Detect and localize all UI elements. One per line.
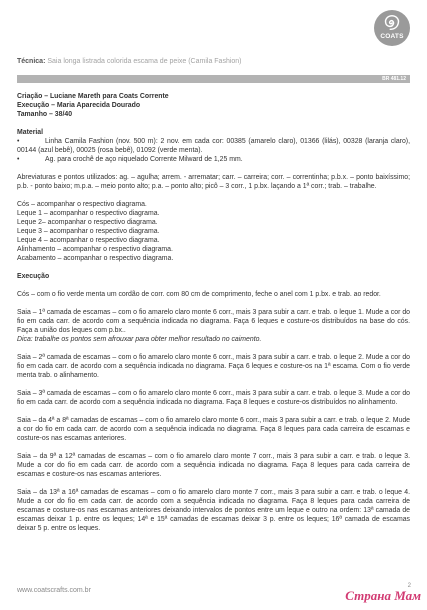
code-bar — [17, 75, 410, 83]
part-item: Leque 4 – acompanhar o respectivo diagrama. — [17, 237, 160, 244]
part-item: Alinhamento – acompanhar o respectivo diagrama. — [17, 246, 173, 253]
technique-value: Saia longa listrada colorida escama de peixe (Camila Fashion) — [47, 58, 242, 65]
credit-creation: Criação – Luciane Mareth para Coats Corrente — [17, 93, 169, 100]
technique-label: Técnica: — [17, 58, 46, 65]
part-item: Leque 1 – acompanhar o respectivo diagrama. — [17, 210, 160, 217]
credit-size: Tamanho – 38/40 — [17, 111, 73, 118]
thread-swirl-icon — [383, 14, 401, 32]
execution-waistband: Cós – com o fio verde menta um cordão de corr. com 80 cm de comprimento, feche o anel com 1 p.bx. e trab. ao redor. — [17, 291, 381, 298]
material-title: Material — [17, 129, 44, 136]
execution-layers-4-8: Saia – da 4ª a 8ª camadas de escamas – com o fio amarelo claro monte 6 corr., mais 3 para subir a carr. e trab. o leque 2. Mude a cor do fio em cada carr. de acordo com a sequência indicada no diagrama. Faça 8 leques para cada carreira de escamas e costure-os nas escamas anteriores. — [17, 417, 410, 442]
pattern-content — [17, 92, 410, 533]
coats-logo — [374, 10, 410, 46]
execution-layers-9-12: Saia – da 9ª a 12ª camadas de escamas – com o fio amarelo claro monte 7 corr., mais 3 para subir a carr. e trab. o leque 3. Mude a cor do fio em cada carr. de acordo com a sequência indicada no diagrama. Faça 8 leques para cada carreira de escamas e costure-os nas escamas anteriores. — [17, 453, 410, 478]
execution-tip: Dica: trabalhe os pontos sem afrouxar para obter melhor resultado no caimento. — [17, 336, 262, 343]
website-link[interactable]: www.coatscrafts.com.br — [17, 587, 91, 594]
pattern-code: BR 481.12 — [382, 76, 406, 82]
part-item: Cós – acompanhar o respectivo diagrama. — [17, 201, 147, 208]
bullet: • — [17, 138, 20, 145]
material-item: • Linha Camila Fashion (nov. 500 m): 2 nov. em cada cor: 00385 (amarelo claro), 01366 (lilás), 00328 (laranja claro), 00144 (azul bebê), 00025 (rosa bebê), 01092 (verde menta). — [17, 138, 410, 154]
page-number: 2 — [407, 583, 411, 589]
execution-layer-1: Saia – 1ª camada de escamas – com o fio amarelo claro monte 6 corr., mais 3 para subir a carr. e trab. o leque 1. Mude a cor do fio em cada carr. de acordo com a sequência indicada no diagrama. Faça 6 leques e costure-os distribuídos na base do cós. Faça a união dos leques com p.bx.. — [17, 309, 410, 334]
execution-title: Execução — [17, 273, 50, 280]
part-item: Leque 2– acompanhar o respectivo diagrama. — [17, 219, 158, 226]
part-item: Acabamento – acompanhar o respectivo diagrama. — [17, 255, 174, 262]
material-item: • Ag. para crochê de aço niquelado Corrente Milward de 1,25 mm. — [17, 156, 243, 163]
technique-line — [17, 57, 410, 66]
credit-execution: Execução – Maria Aparecida Dourado — [17, 102, 141, 109]
part-item: Leque 3 – acompanhar o respectivo diagrama. — [17, 228, 160, 235]
abbreviations: Abreviaturas e pontos utilizados: ag. – agulha; arrem. - arrematar; carr. – carreira; corr. – correntinha; p.b.x. – ponto baixíssimo; p.b. - ponto baixo; m.p.a. – meio ponto alto; p.a. – ponto alto; picô – 3 corr., 1 p.bx. laçando a 1ª corr.; trab. – trabalhe. — [17, 174, 410, 190]
site-watermark: Страна Мам — [345, 588, 421, 603]
execution-layers-13-16: Saia – da 13ª a 16ª camadas de escamas – com o fio amarelo claro monte 7 corr., mais 3 para subir a carr. e trab. o leque 4. Mude a cor do fio em cada carr. de acordo com a sequência indicada no diagrama. Faça 8 leques para cada carreira de escamas e costure-os nas escamas anteriores deixando intervalos de pontos entre um leque e outro na ordem: 13ª camada de escamas deixar 1 p. entre os leques; 14ª e 15ª camadas de escamas deixar 3 p. entre os leques; 16ª camada de escamas deixar 5 p. entre os leques. — [17, 489, 410, 532]
logo-wordmark: COATS — [380, 33, 404, 40]
bullet: • — [17, 156, 20, 163]
execution-layer-2: Saia – 2ª camada de escamas – com o fio amarelo claro monte 6 corr., mais 3 para subir a carr. e trab. o leque 2. Mude a cor do fio em cada carr. de acordo com a sequência indicada no diagrama. Faça 6 leques e costure-os na 1ª escama. Com o fio verde menta trab. o alinhamento. — [17, 354, 410, 379]
execution-layer-3: Saia – 3ª camada de escamas – com o fio amarelo claro monte 6 corr., mais 3 para subir a carr. e trab. o leque 3. Mude a cor do fio em cada carr. de acordo com a sequência indicada no diagrama. Faça 8 leques e costure-os distribuídos no alinhamento. — [17, 390, 410, 406]
